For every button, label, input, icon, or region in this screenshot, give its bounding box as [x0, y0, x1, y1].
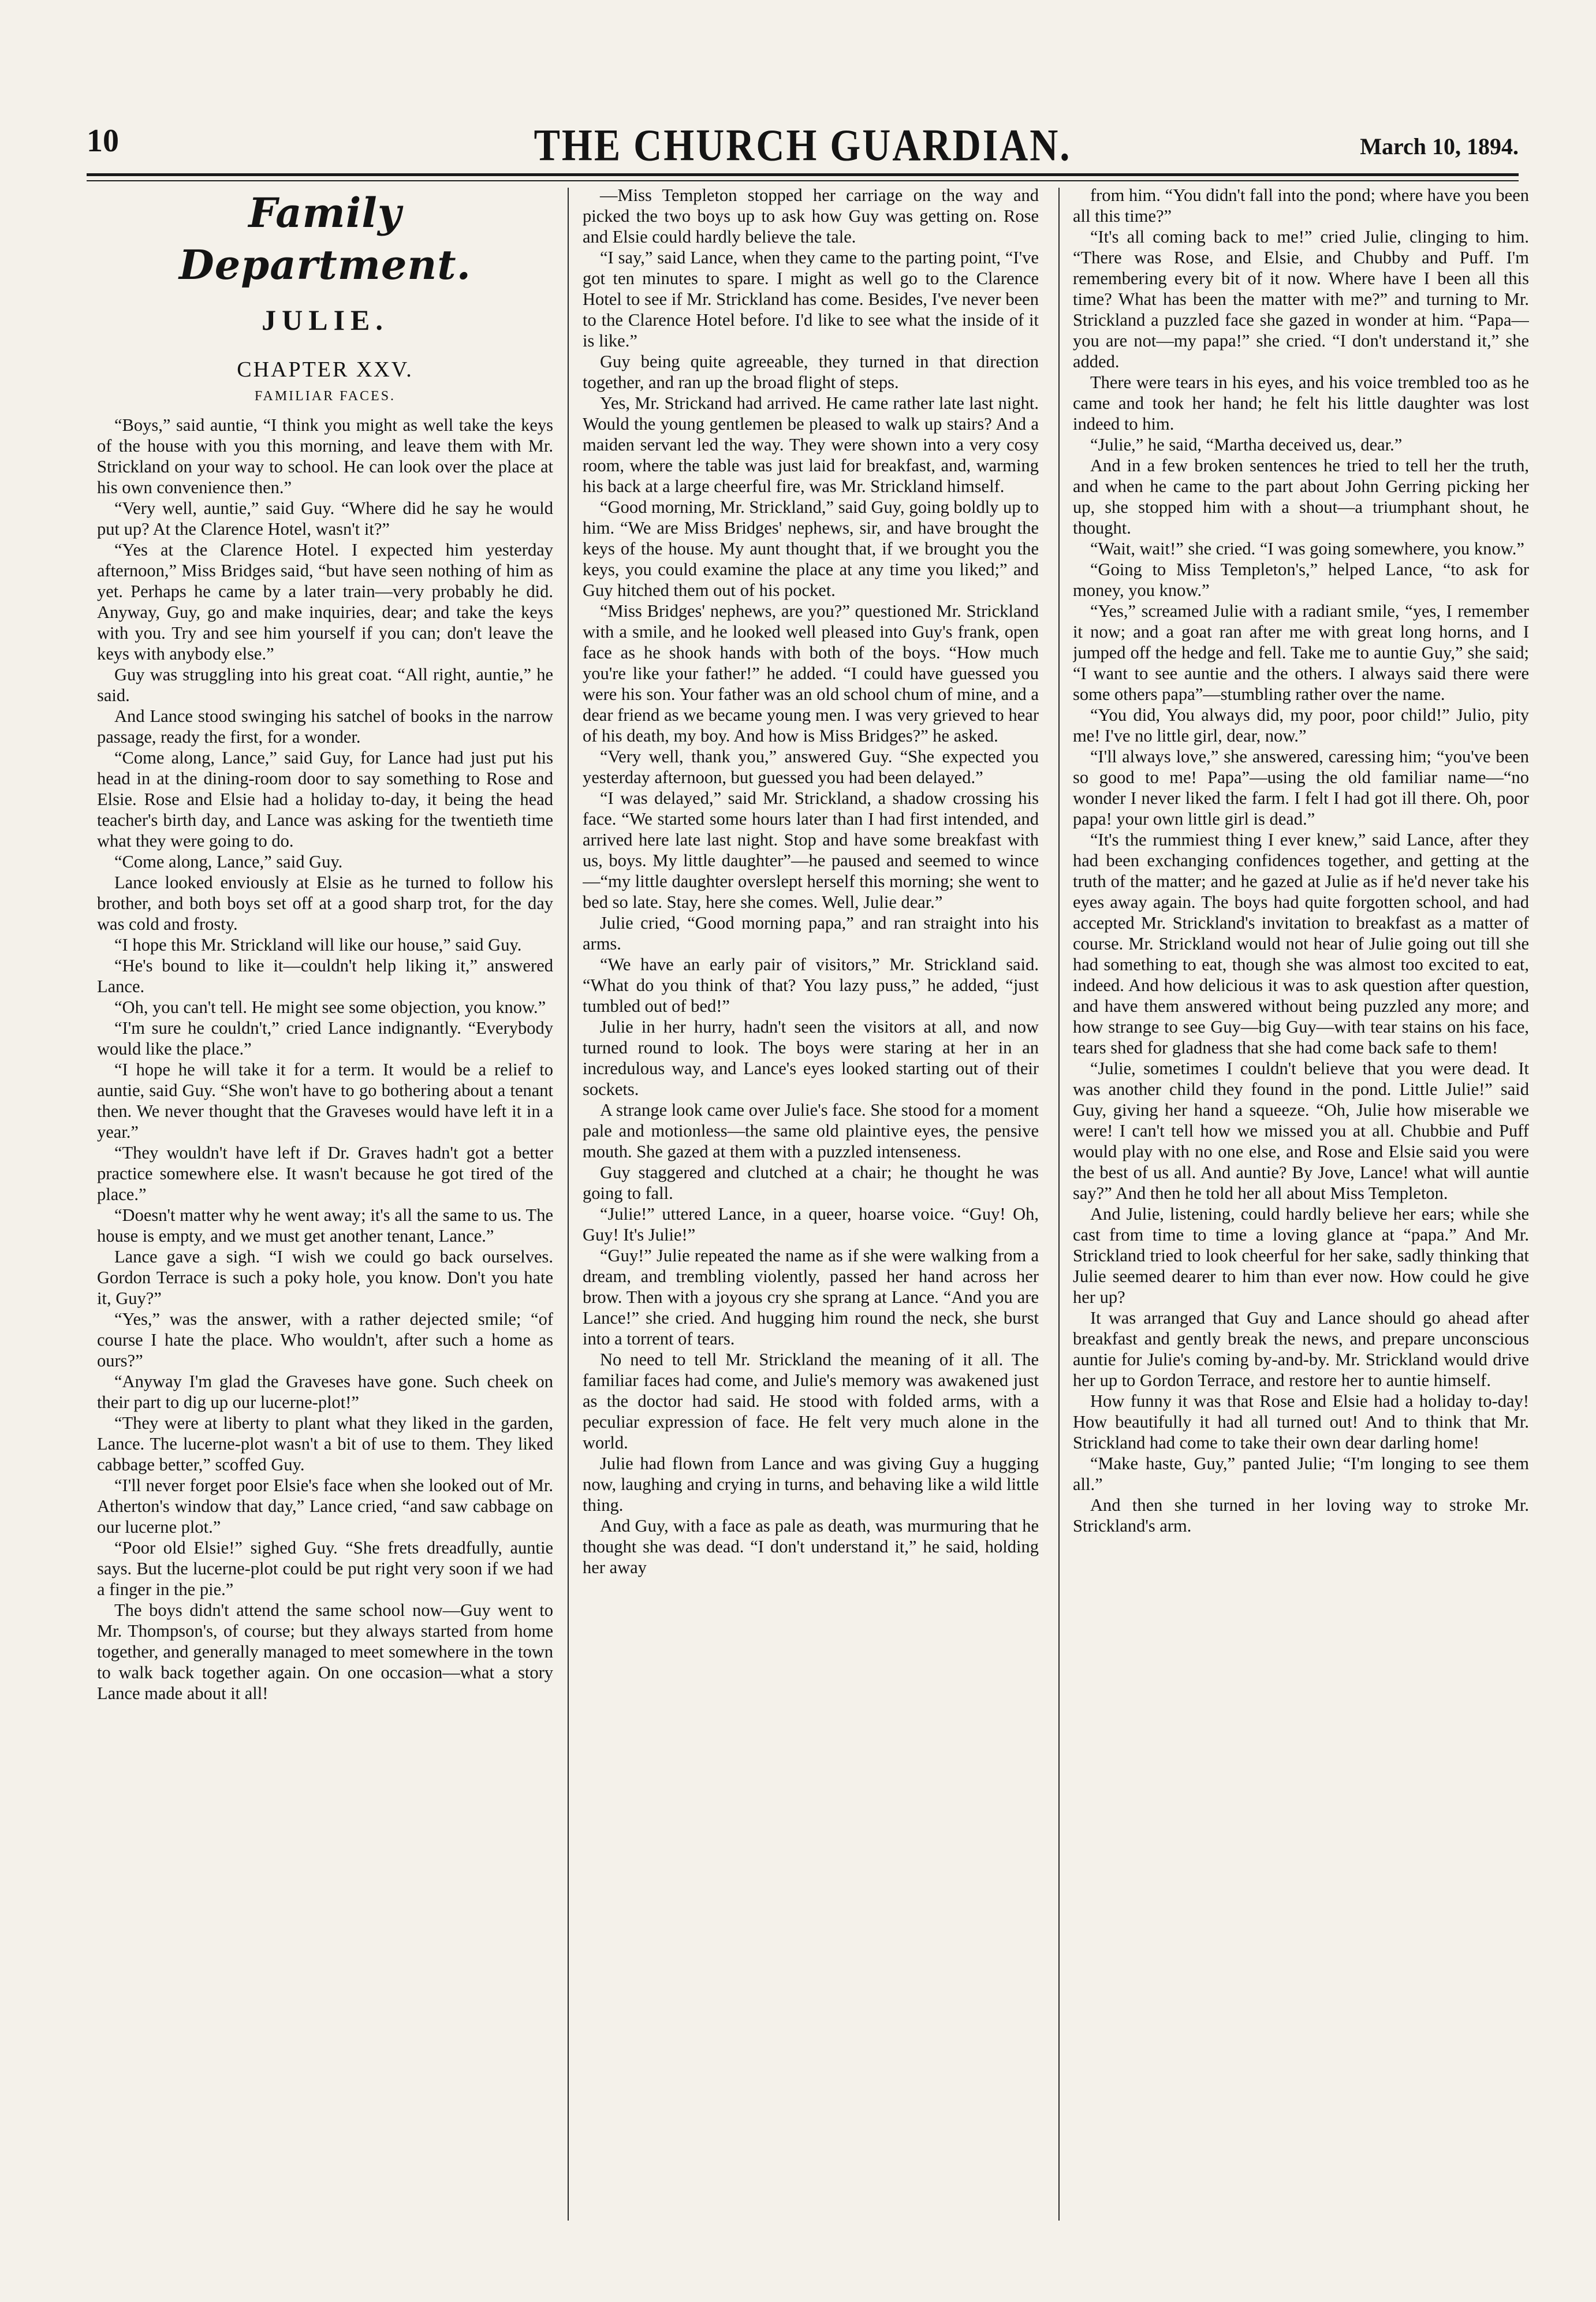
paragraph: “Boys,” said auntie, “I think you might as well take the keys of the house with you this morning, and leave them with Mr. Strickland on your way to school. He can look over the place at his own convenience then.” [97, 415, 553, 497]
column-divider [568, 188, 569, 2221]
paragraph: There were tears in his eyes, and his voice trembled too as he came and took her hand; he felt his little daughter was lost indeed to him. [1073, 373, 1529, 434]
story-title: JULIE. [262, 304, 389, 336]
department-heading: Family Department. [179, 189, 471, 289]
paragraph: Lance gave a sigh. “I wish we could go back ourselves. Gordon Terrace is such a poky hole, you know. Don't you hate it, Guy?” [97, 1247, 553, 1308]
column-1-text [97, 415, 553, 1704]
paragraph: “Yes at the Clarence Hotel. I expected him yesterday afternoon,” Miss Bridges said, “but have seen nothing of him as yet. Perhaps he came by a later train—very probably he did. Anyway, Guy, go and make inquiries, dear; and take the keys with you. Try and see him yourself if you can; don't leave the keys with anybody else.” [97, 540, 553, 664]
paragraph: Julie in her hurry, hadn't seen the visitors at all, and now turned round to look. The boys were staring at her in an incredulous way, and Lance's eyes looked starting out of their sockets. [583, 1017, 1039, 1099]
paragraph: “I hope this Mr. Strickland will like our house,” said Guy. [114, 935, 522, 955]
column-2 [583, 185, 1039, 2229]
paragraph: “Julie, sometimes I couldn't believe that you were dead. It was another child they found in the pond. Little Julie!” said Guy, giving her hand a squeeze. “Oh, Julie how miserable we were! I can't tell how we missed you at all. Chubbie and Puff would play with no one else, and Rose and Elsie said you were the best of us all. And auntie? By Jove, Lance! what will auntie say?” And then he told her all about Miss Templeton. [1073, 1059, 1529, 1203]
paragraph: A strange look came over Julie's face. She stood for a moment pale and motionless—the same old plaintive eyes, the pensive mouth. She gazed at them with a puzzled intenseness. [583, 1100, 1039, 1161]
paragraph: “Yes,” screamed Julie with a radiant smile, “yes, I remember it now; and a goat ran after me with great long horns, and I jumped off the hedge and fell. Take me to auntie Guy,” she said; “I want to see auntie and the others. I always said there were some others papa”—stumbling rather over the name. [1073, 601, 1529, 704]
paragraph: “Doesn't matter why he went away; it's all the same to us. The house is empty, and we must get another tenant, Lance.” [97, 1205, 553, 1246]
paragraph: “We have an early pair of visitors,” Mr. Strickland said. “What do you think of that? You lazy puss,” he added, “just tumbled out of bed!” [583, 955, 1039, 1016]
paragraph: “Julie,” he said, “Martha deceived us, dear.” [1090, 435, 1403, 455]
paragraph: “Oh, you can't tell. He might see some objection, you know.” [114, 997, 546, 1017]
paragraph: “I hope he will take it for a term. It would be a relief to auntie, said Guy. “She won't have to go bothering about a tenant then. We never thought that the Graveses would have left it in a year.” [97, 1060, 553, 1142]
paragraph: “He's bound to like it—couldn't help liking it,” answered Lance. [97, 956, 553, 996]
page-header [87, 122, 1519, 171]
paragraph: How funny it was that Rose and Elsie had a holiday to-day! How beautifully it had all turned out! And to think that Mr. Strickland had come to take their own dear darling home! [1073, 1391, 1529, 1452]
paragraph: “Julie!” uttered Lance, in a queer, hoarse voice. “Guy! Oh, Guy! It's Julie!” [583, 1204, 1039, 1245]
paragraph: “Make haste, Guy,” panted Julie; “I'm longing to see them all.” [1073, 1454, 1529, 1494]
paragraph: The boys didn't attend the same school now—Guy went to Mr. Thompson's, of course; but they always started from home together, and generally managed to meet somewhere in the town to walk back together again. On one occasion—what a story Lance made about it all! [97, 1600, 553, 1703]
paragraph: “It's all coming back to me!” cried Julie, clinging to him. “There was Rose, and Elsie, and Chubby and Puff. I'm remembering every bit of it now. Where have I been all this time? What has been the matter with me?” and turning to Mr. Strickland a puzzled face she gazed in wonder at him. “Papa—you are not—my papa!” she cried. “I don't understand it,” she added. [1073, 227, 1529, 371]
paragraph: “I'll never forget poor Elsie's face when she looked out of Mr. Atherton's window that day,” Lance cried, “and saw cabbage on our lucerne plot.” [97, 1476, 553, 1537]
paragraph: “Guy!” Julie repeated the name as if she were walking from a dream, and trembling violently, passed her hand across her brow. Then with a joyous cry she sprang at Lance. “And you are Lance!” she cried. And hugging him round the neck, she burst into a torrent of tears. [583, 1246, 1039, 1349]
chapter-subtitle: FAMILIAR FACES. [254, 389, 396, 404]
paragraph: “I was delayed,” said Mr. Strickland, a shadow crossing his face. “We started some hours later than I had first intended, and arrived here late last night. Stop and have some breakfast with us, boys. My little daughter”—he paused and seemed to wince—“my little daughter overslept herself this morning; she went to bed so late. Stay, here she comes. Well, Julie dear.” [583, 788, 1039, 912]
paragraph: Lance looked enviously at Elsie as he turned to follow his brother, and both boys set off at a good sharp trot, for the day was cold and frosty. [97, 873, 553, 934]
paragraph: It was arranged that Guy and Lance should go ahead after breakfast and gently break the news, and prepare unconscious auntie for Julie's coming by-and-by. Mr. Strickland would drive her up to Gordon Terrace, and restore her to auntie himself. [1073, 1308, 1529, 1390]
column-divider [1058, 188, 1060, 2221]
paragraph: Guy staggered and clutched at a chair; he thought he was going to fall. [583, 1163, 1039, 1203]
paragraph: “It's the rummiest thing I ever knew,” said Lance, after they had been exchanging confidences together, and getting at the truth of the matter; and he gazed at Julie as if he'd never take his eyes away again. The boys had quite forgotten school, and had accepted Mr. Strickland's invitation to breakfast as a matter of course. Mr. Strickland would not hear of Julie going out till she had something to eat, though she was almost too excited to eat, indeed. And how delicious it was to ask question after question, and have them answered without being puzzled any more; and how strange to see Guy—big Guy—with tear stains on his face, tears shed for gladness that she had come back safe to them! [1073, 830, 1529, 1057]
column-2-text [583, 185, 1039, 1578]
paragraph: And Julie, listening, could hardly believe her ears; while she cast from time to time a loving glance at “papa.” And Mr. Strickland tried to look cheerful for her sake, sadly thinking that Julie seemed dearer to him than ever now. How could he give her up? [1073, 1204, 1529, 1307]
paragraph: And Lance stood swinging his satchel of books in the narrow passage, ready the first, for a wonder. [97, 706, 553, 747]
paragraph: “Poor old Elsie!” sighed Guy. “She frets dreadfully, auntie says. But the lucerne-plot could be put right very soon if we had a finger in the pie.” [97, 1538, 553, 1599]
column-3 [1073, 185, 1529, 2229]
paragraph: “Come along, Lance,” said Guy. [114, 852, 343, 871]
paragraph: “Anyway I'm glad the Graveses have gone. Such cheek on their part to dig up our lucerne-plot!” [97, 1372, 553, 1412]
paragraph: “I'll always love,” she answered, caressing him; “you've been so good to me! Papa”—using the old familiar name—“no wonder I never liked the farm. I felt I had got ill there. Oh, poor papa! your own little girl is dead.” [1073, 747, 1529, 829]
column-3-text [1073, 185, 1529, 1536]
paragraph: Guy was struggling into his great coat. “All right, auntie,” he said. [97, 665, 553, 705]
paragraph: “Come along, Lance,” said Guy, for Lance had just put his head in at the dining-room door to say something to Rose and Elsie. Rose and Elsie had a holiday to-day, it being the head teacher's birth day, and Lance was asking for the twentieth time what they were going to do. [97, 748, 553, 851]
paragraph: “Going to Miss Templeton's,” helped Lance, “to ask for money, you know.” [1073, 560, 1529, 600]
chapter-heading: CHAPTER XXV. [237, 357, 413, 382]
paragraph: “They were at liberty to plant what they liked in the garden, Lance. The lucerne-plot wasn't a bit of use to them. They liked cabbage better,” scoffed Guy. [97, 1413, 553, 1474]
paragraph: “Very well, thank you,” answered Guy. “She expected you yesterday afternoon, but guessed you had been delayed.” [583, 747, 1039, 787]
paragraph: No need to tell Mr. Strickland the meaning of it all. The familiar faces had come, and Julie's memory was awakened just as the doctor had said. He stood with folded arms, with a peculiar expression of face. He felt very much alone in the world. [583, 1350, 1039, 1452]
paragraph: Guy being quite agreeable, they turned in that direction together, and ran up the broad flight of steps. [583, 352, 1039, 392]
paragraph: from him. “You didn't fall into the pond; where have you been all this time?” [1073, 185, 1529, 226]
header-rule-thick [87, 173, 1519, 176]
paragraph: —Miss Templeton stopped her carriage on the way and picked the two boys up to ask how Guy was getting on. Rose and Elsie could hardly believe the tale. [583, 185, 1039, 247]
paragraph: “They wouldn't have left if Dr. Graves hadn't got a better practice somewhere else. It wasn't because he got tired of the place.” [97, 1143, 553, 1204]
paragraph: Julie cried, “Good morning papa,” and ran straight into his arms. [583, 913, 1039, 953]
paragraph: “Good morning, Mr. Strickland,” said Guy, going boldly up to him. “We are Miss Bridges' nephews, sir, and have brought the keys of the house. My aunt thought that, if we brought you the keys, you could examine the place at any time you liked;” and Guy hitched them out of his pocket. [583, 497, 1039, 600]
paragraph: “Miss Bridges' nephews, are you?” questioned Mr. Strickland with a smile, and he looked well pleased into Guy's frank, open face as he shook hands with both of the boys. “How much you're like your father!” he added. “I could have guessed you were his son. Your father was an old school chum of mine, and a dear friend as we became young men. I was very grieved to hear of his death, my boy. And how is Miss Bridges?” he asked. [583, 601, 1039, 746]
column-1 [97, 185, 553, 2229]
paragraph: “I'm sure he couldn't,” cried Lance indignantly. “Everybody would like the place.” [97, 1018, 553, 1059]
header-rule-thin [87, 180, 1519, 181]
paragraph: And Guy, with a face as pale as death, was murmuring that he thought she was dead. “I don't understand it,” he said, holding her away [583, 1516, 1039, 1577]
paragraph: Julie had flown from Lance and was giving Guy a hugging now, laughing and crying in turns, and behaving like a wild little thing. [583, 1454, 1039, 1515]
paragraph: And in a few broken sentences he tried to tell her the truth, and when he came to the part about John Gerring picking her up, she stopped him with a shout—a triumphant shout, he thought. [1073, 456, 1529, 538]
paragraph: “You did, You always did, my poor, poor child!” Julio, pity me! I've no little girl, dear, now.” [1073, 705, 1529, 746]
paragraph: “Very well, auntie,” said Guy. “Where did he say he would put up? At the Clarence Hotel, wasn't it?” [97, 498, 553, 539]
newspaper-title: THE CHURCH GUARDIAN. [534, 120, 1072, 170]
paragraph: “Wait, wait!” she cried. “I was going somewhere, you know.” [1090, 539, 1524, 558]
paragraph: “Yes,” was the answer, with a rather dejected smile; “of course I hate the place. Who wouldn't, after such a home as ours?” [97, 1309, 553, 1370]
page-number: 10 [87, 123, 119, 159]
paragraph: Yes, Mr. Strickand had arrived. He came rather late last night. Would the young gentlemen be pleased to walk up stairs? And a maiden servant led the way. They were shown into a very cosy room, where the table was just laid for breakfast, and, warming his back at a large cheerful fire, was Mr. Strickland himself. [583, 393, 1039, 496]
paragraph: And then she turned in her loving way to stroke Mr. Strickland's arm. [1073, 1495, 1529, 1536]
issue-date: March 10, 1894. [1360, 133, 1519, 159]
paragraph: “I say,” said Lance, when they came to the parting point, “I've got ten minutes to spare. I might as well go to the Clarence Hotel to see if Mr. Strickland has come. Besides, I've never been to the Clarence Hotel before. I'd like to see what the inside of it is like.” [583, 248, 1039, 351]
